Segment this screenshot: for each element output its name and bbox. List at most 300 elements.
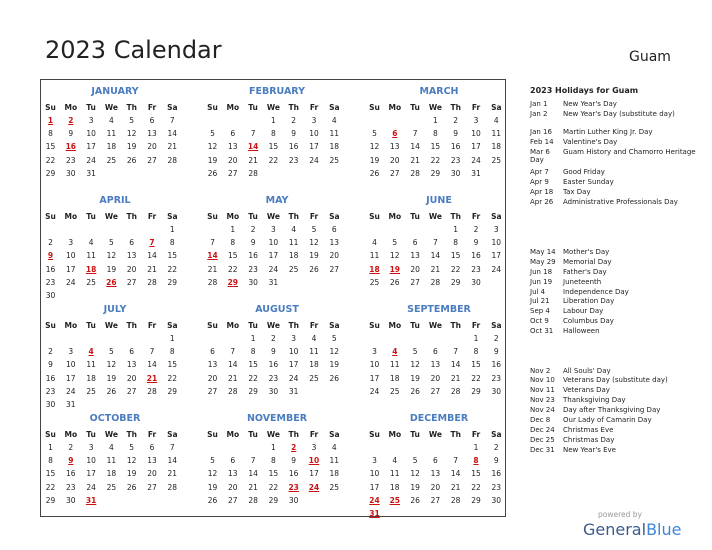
holiday-item [530,327,700,335]
weekday-label: Mo [64,103,78,112]
day-cell: 2 [68,443,74,452]
weekday-label: Sa [329,321,340,330]
day-cell: 9 [48,360,53,370]
weekday-label: Th [288,212,299,221]
day-cell: 23 [491,482,502,492]
day-cell: 1 [271,443,276,452]
holiday-item [530,317,700,325]
day-cell: 20 [430,482,441,492]
holiday-date: Jul 4 [530,288,546,296]
generalblue-logo[interactable] [583,520,681,539]
day-cell: 25 [369,277,380,287]
day-cell: 11 [329,456,340,466]
month-name: MAY [265,195,289,206]
day-cell: 29 [45,495,56,505]
day-cell: 1 [169,225,175,234]
day-cell: 29 [167,386,178,396]
day-cell: 17 [66,373,76,383]
day-cell: 25 [288,264,299,274]
day-cell: 27 [126,386,137,396]
day-cell: 7 [169,443,175,452]
holiday-name: Veterans Day [563,386,610,394]
day-cell: 17 [288,360,299,370]
day-cell: 8 [453,238,459,248]
day-cell: 24 [491,264,502,274]
day-cell: 23 [491,373,502,383]
day-cell: 24 [309,155,319,165]
holiday-date: May 29 [530,258,556,266]
day-cell: 19 [309,251,319,261]
holiday-date: Apr 9 [530,178,549,186]
day-cell: 23 [66,482,76,492]
day-cell: 2 [473,225,479,234]
day-cell: 30 [45,291,56,300]
day-cell: 30 [471,277,481,287]
weekday-label: Su [45,430,56,439]
day-cell: 25 [390,386,400,396]
holiday-day: 14 [247,142,259,152]
month-name: OCTOBER [89,413,141,424]
weekday-label: Th [450,103,461,112]
holiday-name: Independence Day [563,288,629,296]
day-cell: 3 [372,456,377,466]
holiday-name: Christmas Eve [563,426,614,434]
day-cell: 25 [106,482,117,492]
holiday-name: Mother's Day [563,248,610,256]
day-cell: 10 [86,129,96,139]
day-cell: 6 [331,225,337,234]
day-cell: 28 [207,277,218,287]
day-cell: 16 [450,142,461,152]
month-august [202,300,352,408]
day-cell: 20 [126,373,137,383]
holiday-item [530,198,700,206]
holiday-name: Easter Sunday [563,178,614,186]
holiday-day: 25 [389,495,401,505]
month-may [202,191,352,299]
day-cell: 23 [45,386,56,396]
day-cell: 8 [230,238,236,248]
weekday-label: Sa [167,430,178,439]
day-cell: 13 [430,469,441,479]
holiday-item [530,188,700,196]
day-cell: 17 [491,251,502,261]
weekday-label: Th [126,430,137,439]
day-cell: 5 [210,129,215,139]
day-cell: 27 [147,155,157,165]
day-cell: 13 [207,360,218,370]
day-cell: 14 [248,469,258,479]
holiday-item [530,128,700,136]
day-cell: 12 [329,347,340,357]
day-cell: 11 [309,347,319,357]
holiday-name: Valentine's Day [563,138,618,146]
day-cell: 27 [147,482,157,492]
day-cell: 19 [126,142,137,152]
day-cell: 27 [228,495,238,505]
day-cell: 5 [311,225,317,234]
holiday-day: 31 [85,495,97,505]
day-cell: 21 [450,482,461,492]
day-cell: 3 [68,238,74,248]
day-cell: 15 [228,251,238,261]
day-cell: 30 [45,400,56,409]
holiday-day: 2 [291,443,297,452]
country-label: Guam [629,49,671,65]
holiday-item [530,416,700,424]
day-cell: 28 [248,168,258,178]
weekday-label: Mo [388,430,402,439]
day-cell: 28 [248,495,258,505]
day-cell: 19 [410,482,420,492]
day-cell: 12 [309,238,319,248]
day-cell: 22 [167,373,178,383]
day-cell: 12 [106,251,117,261]
weekday-label: We [428,103,442,112]
day-cell: 11 [106,129,117,139]
day-cell: 9 [271,347,276,357]
day-cell: 26 [410,495,420,505]
day-cell: 7 [453,456,459,466]
weekday-label: Sa [491,212,502,221]
weekday-label: Tu [248,430,258,439]
weekday-label: Sa [167,212,178,221]
day-cell: 14 [430,251,441,261]
day-cell: 16 [288,142,299,152]
page-title: 2023 Calendar [45,36,222,64]
day-cell: 23 [450,155,461,165]
holiday-name: Liberation Day [563,297,615,305]
day-cell: 4 [291,225,297,234]
day-cell: 2 [48,238,53,248]
day-cell: 18 [106,469,117,479]
day-cell: 21 [207,264,218,274]
day-cell: 22 [45,482,56,492]
weekday-label: Su [207,321,218,330]
day-cell: 24 [86,482,96,492]
weekday-label: Mo [388,212,402,221]
day-cell: 22 [268,155,279,165]
day-cell: 10 [369,469,380,479]
day-cell: 21 [147,264,157,274]
day-cell: 4 [109,443,114,452]
brand-blue: Blue [646,520,682,539]
day-cell: 12 [126,456,137,466]
holiday-item [530,168,700,176]
day-cell: 28 [167,155,178,165]
day-cell: 28 [147,277,157,287]
day-cell: 21 [450,373,461,383]
day-cell: 7 [250,129,256,139]
holiday-name: Martin Luther King Jr. Day [563,128,653,136]
weekday-label: Sa [491,321,502,330]
day-cell: 12 [390,251,400,261]
month-october [40,409,190,517]
day-cell: 6 [149,443,155,452]
holiday-date: Nov 2 [530,367,551,375]
day-cell: 5 [412,456,418,466]
day-cell: 7 [453,347,459,357]
day-cell: 27 [430,386,441,396]
day-cell: 4 [109,116,114,125]
holiday-date: Nov 11 [530,386,555,394]
day-cell: 13 [329,238,340,248]
holiday-name: Father's Day [563,268,607,276]
day-cell: 11 [491,129,502,139]
day-cell: 28 [450,386,461,396]
holiday-name: All Souls' Day [563,367,611,375]
day-cell: 5 [129,116,135,125]
day-cell: 4 [392,456,398,466]
holiday-name: New Year's Eve [563,446,616,454]
holiday-day: 16 [65,142,77,152]
day-cell: 21 [248,155,258,165]
holiday-item [530,110,700,118]
holiday-date: Nov 23 [530,396,555,404]
day-cell: 26 [309,264,319,274]
day-cell: 15 [45,469,56,479]
weekday-label: Mo [64,321,78,330]
day-cell: 4 [88,238,94,248]
day-cell: 20 [390,155,400,165]
holiday-day: 9 [47,251,54,261]
day-cell: 9 [453,129,459,139]
day-cell: 11 [86,360,96,370]
weekday-label: We [266,321,280,330]
day-cell: 31 [471,168,481,178]
holiday-item [530,367,700,375]
holiday-item [530,307,700,315]
day-cell: 6 [129,347,135,357]
day-cell: 18 [390,482,400,492]
day-cell: 22 [450,264,461,274]
weekday-label: Sa [329,212,340,221]
holiday-item [530,100,700,108]
day-cell: 6 [230,456,236,466]
day-cell: 18 [288,251,299,261]
month-january [40,82,190,190]
day-cell: 18 [86,373,96,383]
weekday-label: Mo [226,430,240,439]
weekday-label: Th [450,430,461,439]
weekday-label: Tu [410,321,420,330]
day-cell: 21 [167,142,178,152]
weekday-label: We [428,212,442,221]
day-cell: 17 [268,251,279,261]
weekday-label: Th [288,430,299,439]
day-cell: 17 [309,469,319,479]
day-cell: 28 [450,495,461,505]
day-cell: 16 [491,469,502,479]
day-cell: 14 [167,456,178,466]
holiday-day: 8 [473,456,479,466]
holiday-date: May 14 [530,248,556,256]
weekday-label: Fr [471,212,481,221]
day-cell: 21 [430,264,441,274]
day-cell: 5 [372,129,377,139]
day-cell: 26 [410,386,420,396]
day-cell: 9 [291,129,297,139]
day-cell: 9 [493,456,499,466]
day-cell: 14 [450,360,461,370]
weekday-label: Fr [147,103,157,112]
day-cell: 10 [86,456,96,466]
day-cell: 13 [228,469,238,479]
holiday-date: Mar 6 [530,148,550,156]
day-cell: 18 [309,360,319,370]
day-cell: 19 [369,155,380,165]
holiday-date: Jun 18 [530,268,553,276]
day-cell: 3 [493,225,499,234]
holiday-date: Dec 8 [530,416,551,424]
day-cell: 30 [491,386,502,396]
holiday-date: Dec 31 [530,446,555,454]
day-cell: 20 [410,264,420,274]
day-cell: 30 [248,277,258,287]
day-cell: 15 [45,142,56,152]
day-cell: 8 [169,347,175,357]
weekday-label: Mo [388,103,402,112]
day-cell: 29 [430,168,441,178]
weekday-label: Tu [86,430,96,439]
day-cell: 14 [228,360,238,370]
day-cell: 17 [86,142,96,152]
day-cell: 4 [372,238,377,248]
day-cell: 27 [126,277,137,287]
day-cell: 12 [207,469,218,479]
month-november [202,409,352,517]
day-cell: 10 [369,360,380,370]
day-cell: 22 [430,155,441,165]
day-cell: 18 [329,469,340,479]
day-cell: 19 [106,264,117,274]
weekday-label: Th [126,212,137,221]
day-cell: 21 [248,482,258,492]
month-name: JULY [103,304,127,315]
month-february [202,82,352,190]
holiday-item [530,278,700,286]
month-name: FEBRUARY [249,86,305,97]
day-cell: 22 [167,264,178,274]
month-name: NOVEMBER [246,413,308,424]
weekday-label: Fr [471,103,481,112]
weekday-label: Tu [86,321,96,330]
day-cell: 1 [473,334,479,343]
holiday-date: Jan 1 [530,100,548,108]
day-cell: 30 [268,386,279,396]
holiday-item [530,446,700,454]
day-cell: 25 [491,155,502,165]
day-cell: 10 [66,360,76,370]
day-cell: 10 [268,238,279,248]
holiday-date: Feb 14 [530,138,554,146]
weekday-label: Mo [64,212,78,221]
weekday-label: Su [45,212,56,221]
day-cell: 18 [329,142,340,152]
day-cell: 27 [329,264,340,274]
day-cell: 11 [288,238,299,248]
day-cell: 8 [250,347,256,357]
day-cell: 24 [66,386,76,396]
day-cell: 8 [473,347,479,357]
holiday-name: Thanksgiving Day [563,396,626,404]
month-name: JANUARY [91,86,139,97]
weekday-label: Tu [248,103,258,112]
day-cell: 28 [228,386,238,396]
month-name: AUGUST [255,304,299,315]
weekday-label: Th [288,321,299,330]
day-cell: 16 [268,360,279,370]
holiday-day: 31 [369,509,380,518]
day-cell: 24 [369,386,380,396]
day-cell: 9 [250,238,256,248]
day-cell: 15 [430,142,441,152]
day-cell: 2 [291,116,297,125]
day-cell: 15 [167,360,178,370]
holiday-day: 18 [85,264,97,274]
holiday-day: 29 [227,277,239,287]
holiday-day: 18 [369,264,380,274]
day-cell: 17 [86,469,96,479]
day-cell: 4 [493,116,499,125]
day-cell: 9 [68,129,74,139]
holiday-name: Tax Day [563,188,591,196]
day-cell: 14 [147,360,157,370]
day-cell: 7 [169,116,175,125]
day-cell: 22 [268,482,279,492]
day-cell: 24 [268,264,279,274]
day-cell: 3 [88,443,94,452]
holiday-date: Jul 21 [530,297,550,305]
day-cell: 28 [167,482,178,492]
weekday-label: Mo [226,103,240,112]
day-cell: 8 [433,129,438,139]
day-cell: 20 [228,482,238,492]
day-cell: 24 [86,155,96,165]
weekday-label: Su [369,212,380,221]
day-cell: 16 [66,469,76,479]
holiday-date: Oct 9 [530,317,549,325]
holiday-date: Apr 7 [530,168,549,176]
day-cell: 12 [369,142,380,152]
holiday-day: 23 [288,482,299,492]
day-cell: 15 [471,469,481,479]
weekday-label: Su [45,321,56,330]
day-cell: 13 [228,142,238,152]
holiday-item [530,406,700,414]
day-cell: 28 [410,168,420,178]
day-cell: 26 [369,168,380,178]
day-cell: 5 [109,347,114,357]
holiday-name: Halloween [563,327,600,335]
holiday-name: Day after Thanksgiving Day [563,406,661,414]
day-cell: 17 [66,264,76,274]
day-cell: 13 [147,456,157,466]
day-cell: 31 [66,400,76,409]
weekday-label: Sa [329,103,340,112]
day-cell: 6 [210,347,215,357]
holiday-item [530,436,700,444]
day-cell: 20 [207,373,218,383]
day-cell: 30 [66,495,76,505]
day-cell: 2 [271,334,276,343]
weekday-label: Tu [410,103,420,112]
month-june [364,191,514,299]
month-july [40,300,190,408]
day-cell: 25 [86,277,96,287]
holiday-date: Jan 2 [530,110,548,118]
day-cell: 20 [147,469,157,479]
